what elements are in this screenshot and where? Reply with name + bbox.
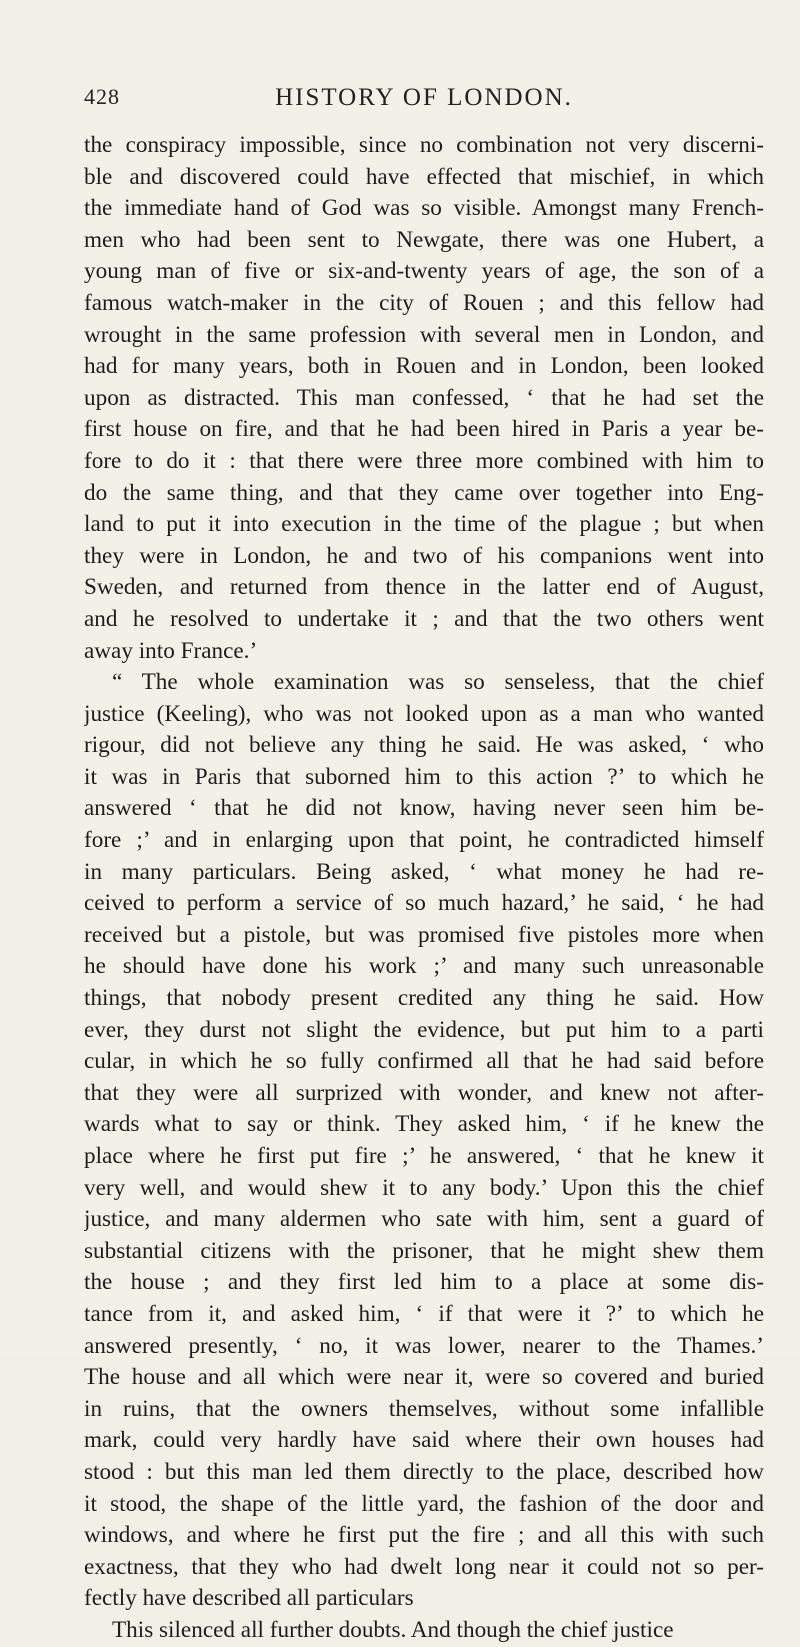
text-line: the house ; and they first led him to a place at some dis- [84,1269,764,1296]
text-line: ble and discovered could have effected that mischief, in which [84,163,764,190]
body-text [84,130,764,1647]
text-line: mark, could very hardly have said where their own houses had [84,1427,764,1454]
text-line: they were in London, he and two of his companions went into [84,542,764,569]
text-line: it stood, the shape of the little yard, the fashion of the door and [84,1490,764,1517]
text-line: windows, and where he first put the fire ; and all this with such [84,1522,764,1549]
text-line: land to put it into execution in the time of the plague ; but when [84,511,764,538]
text-line: in many particulars. Being asked, ‘ what money he had re- [84,858,764,885]
text-line: the conspiracy impossible, since no combination not very discerni- [84,132,764,158]
text-line: fore to do it : that there were three more combined with him to [84,447,764,474]
text-line: first house on fire, and that he had been hired in Paris a year be- [84,416,764,443]
text-line: away into France.’ [84,637,258,664]
text-line: “ The whole examination was so senseless, that the chief [112,669,764,696]
text-line: had for many years, both in Rouen and in London, been looked [84,353,764,380]
page-header [84,84,764,116]
text-line: famous watch-maker in the city of Rouen ; and this fellow had [84,289,764,316]
text-line: he should have done his work ;’ and many such unreasonable [84,953,764,980]
text-line: the immediate hand of God was so visible. Amongst many French- [84,195,764,222]
text-line: ever, they durst not slight the evidence, but put him to a parti [84,1016,764,1043]
text-line: cular, in which he so fully confirmed all that he had said before [84,1048,764,1075]
text-line: received but a pistole, but was promised five pistoles more when [84,921,764,948]
text-line: This silenced all further doubts. And though the chief justice [112,1616,674,1643]
text-line: things, that nobody present credited any thing he said. How [84,985,764,1012]
text-line: answered ‘ that he did not know, having never seen him be- [84,795,764,822]
text-line: place where he first put fire ;’ he answered, ‘ that he knew it [84,1143,764,1169]
text-line: in ruins, that the owners themselves, without some infallible [84,1395,764,1422]
running-title: HISTORY OF LONDON. [275,84,573,111]
text-line: The house and all which were near it, were so covered and buried [84,1364,764,1391]
text-line: justice (Keeling), who was not looked upon as a man who wanted [84,700,764,727]
paragraph-1 [84,130,764,667]
text-line: stood : but this man led them directly to the place, described how [84,1458,764,1485]
text-line: fectly have described all particulars [84,1585,414,1612]
text-line: wards what to say or think. They asked him, ‘ if he knew the [84,1111,764,1138]
text-line: tance from it, and asked him, ‘ if that were it ?’ to which he [84,1300,764,1327]
text-line: ceived to perform a service of so much hazard,’ he said, ‘ he had [84,890,764,917]
page-number: 428 [84,84,120,109]
text-line: it was in Paris that suborned him to this action ?’ to which he [84,763,764,790]
text-line: young man of five or six-and-twenty years of age, the son of a [84,258,764,285]
text-line: that they were all surprized with wonder, and knew not after- [84,1079,764,1106]
text-line: rigour, did not believe any thing he said. He was asked, ‘ who [84,732,764,759]
paragraph-2 [84,667,764,1646]
text-line: answered presently, ‘ no, it was lower, nearer to the Thames.’ [84,1332,764,1359]
text-line: substantial citizens with the prisoner, that he might shew them [84,1237,764,1264]
text-line: justice, and many aldermen who sate with him, sent a guard of [84,1206,764,1233]
text-line: men who had been sent to Newgate, there was one Hubert, a [84,226,764,253]
text-line: and he resolved to undertake it ; and that the two others went [84,605,764,632]
text-line: do the same thing, and that they came over together into Eng- [84,479,764,506]
text-line: upon as distracted. This man confessed, ‘ that he had set the [84,384,764,411]
text-line: fore ;’ and in enlarging upon that point, he contradicted himself [84,827,764,854]
text-line: wrought in the same profession with several men in London, and [84,321,764,348]
text-line: exactness, that they who had dwelt long near it could not so per- [84,1553,764,1580]
text-line: Sweden, and returned from thence in the latter end of August, [84,574,764,601]
text-line: very well, and would shew it to any body.’ Upon this the chief [84,1174,764,1201]
